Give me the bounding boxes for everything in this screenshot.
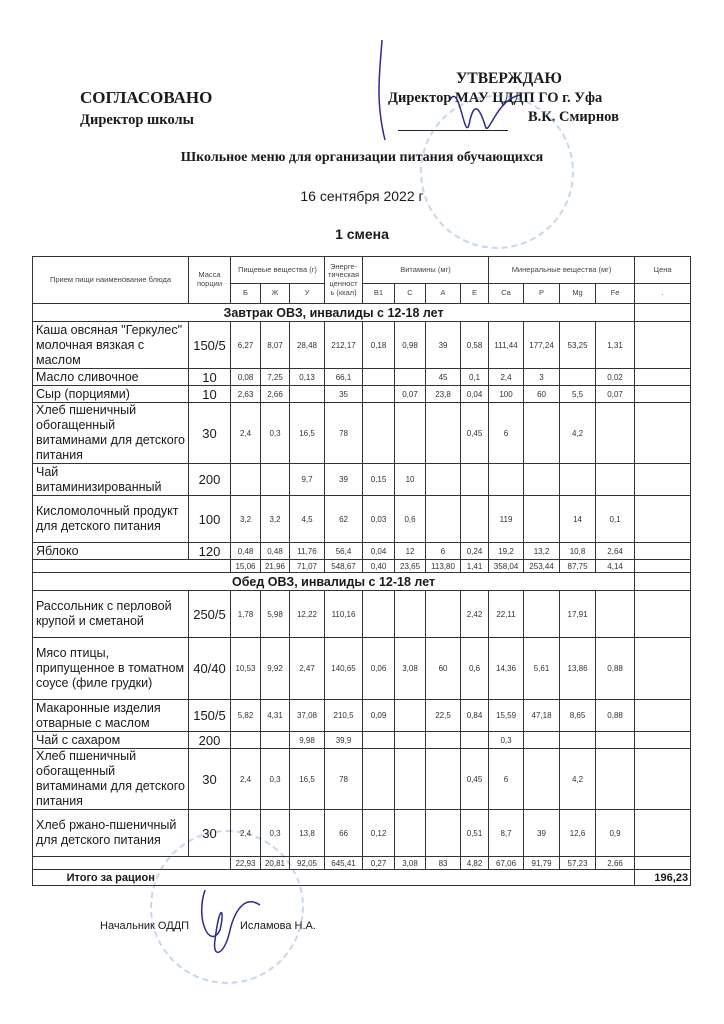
header-nutrients: Пищевые вещества (г) xyxy=(231,257,325,284)
cell-mg: 5,5 xyxy=(560,386,596,403)
approval-right-position: Директор МАУ ЦДДП ГО г. Уфа xyxy=(388,90,603,106)
sum-b: 22,93 xyxy=(231,857,261,870)
breakfast-sum-row xyxy=(33,560,691,573)
sum-mg: 87,75 xyxy=(560,560,596,573)
sum-b1: 0,27 xyxy=(363,857,395,870)
header-vitamins: Витамины (мг) xyxy=(363,257,489,284)
sum-b1: 0,40 xyxy=(363,560,395,573)
cell-b1 xyxy=(363,403,395,464)
table-row xyxy=(33,810,691,857)
cell-ca: 14,36 xyxy=(489,638,524,700)
cell-b: 1,78 xyxy=(231,591,261,638)
cell-p: 5,61 xyxy=(524,638,560,700)
cell-e: 0,45 xyxy=(461,749,489,810)
cell-b: 2,4 xyxy=(231,403,261,464)
price-cell xyxy=(635,543,691,560)
menu-table-body xyxy=(33,304,691,886)
cell-zh: 3,2 xyxy=(261,496,290,543)
cell-fe: 0,88 xyxy=(596,700,635,732)
header-b: Б xyxy=(231,284,261,304)
cell-zh: 8,07 xyxy=(261,322,290,369)
cell-c xyxy=(395,403,426,464)
table-row xyxy=(33,591,691,638)
section-breakfast-title: Завтрак ОВЗ, инвалиды с 12-18 лет xyxy=(33,304,635,322)
cell-p: 3 xyxy=(524,369,560,386)
price-cell xyxy=(635,732,691,749)
cell-fe: 0,88 xyxy=(596,638,635,700)
dish-name: Макаронные изделия отварные с маслом xyxy=(33,700,189,732)
cell-kcal: 39 xyxy=(325,464,363,496)
header-c: С xyxy=(395,284,426,304)
header-price-sub: . xyxy=(635,284,691,304)
table-row xyxy=(33,464,691,496)
cell-c: 0,6 xyxy=(395,496,426,543)
cell-c: 3,08 xyxy=(395,638,426,700)
price-cell xyxy=(635,700,691,732)
cell-p xyxy=(524,496,560,543)
cell-a: 23,8 xyxy=(426,386,461,403)
cell-b1 xyxy=(363,591,395,638)
cell-a: 39 xyxy=(426,322,461,369)
cell-fe xyxy=(596,464,635,496)
dish-mass: 40/40 xyxy=(189,638,231,700)
cell-u: 2,47 xyxy=(290,638,325,700)
cell-c xyxy=(395,700,426,732)
cell-u: 12,22 xyxy=(290,591,325,638)
price-cell xyxy=(635,464,691,496)
sum-label-cell xyxy=(33,857,231,870)
cell-ca: 119 xyxy=(489,496,524,543)
sum-c: 23,65 xyxy=(395,560,426,573)
cell-fe: 0,1 xyxy=(596,496,635,543)
price-cell xyxy=(635,304,691,322)
dish-mass: 10 xyxy=(189,386,231,403)
cell-u: 16,5 xyxy=(290,749,325,810)
footer-name: Исламова Н.А. xyxy=(240,920,316,932)
cell-a xyxy=(426,810,461,857)
section-lunch-title: Обед ОВЗ, инвалиды с 12-18 лет xyxy=(33,573,635,591)
table-row xyxy=(33,369,691,386)
cell-fe: 0,07 xyxy=(596,386,635,403)
cell-fe: 0,02 xyxy=(596,369,635,386)
cell-b: 2,4 xyxy=(231,810,261,857)
signature-line xyxy=(398,130,508,131)
cell-ca xyxy=(489,464,524,496)
cell-mg: 4,2 xyxy=(560,749,596,810)
sum-e: 4,82 xyxy=(461,857,489,870)
cell-mg: 53,25 xyxy=(560,322,596,369)
cell-c xyxy=(395,810,426,857)
cell-zh: 0,3 xyxy=(261,403,290,464)
total-label: Итого за рацион xyxy=(33,870,189,886)
cell-a xyxy=(426,749,461,810)
cell-mg xyxy=(560,464,596,496)
approval-right-label: УТВЕРЖДАЮ xyxy=(456,70,562,87)
dish-mass: 150/5 xyxy=(189,322,231,369)
cell-fe xyxy=(596,749,635,810)
cell-p: 39 xyxy=(524,810,560,857)
cell-u: 4,5 xyxy=(290,496,325,543)
sum-u: 71,07 xyxy=(290,560,325,573)
cell-ca: 22,11 xyxy=(489,591,524,638)
cell-u: 13,8 xyxy=(290,810,325,857)
sum-a: 83 xyxy=(426,857,461,870)
sum-u: 92,05 xyxy=(290,857,325,870)
cell-kcal: 39,9 xyxy=(325,732,363,749)
cell-b: 2,4 xyxy=(231,749,261,810)
price-cell xyxy=(635,573,691,591)
cell-ca: 15,59 xyxy=(489,700,524,732)
cell-e: 0,1 xyxy=(461,369,489,386)
cell-zh: 0,3 xyxy=(261,749,290,810)
cell-a xyxy=(426,591,461,638)
cell-a: 60 xyxy=(426,638,461,700)
dish-name: Рассольник с перловой крупой и сметаной xyxy=(33,591,189,638)
cell-mg: 12,6 xyxy=(560,810,596,857)
total-row xyxy=(33,870,691,886)
cell-mg: 4,2 xyxy=(560,403,596,464)
cell-e: 2,42 xyxy=(461,591,489,638)
cell-u: 0,13 xyxy=(290,369,325,386)
sum-zh: 21,96 xyxy=(261,560,290,573)
cell-p: 13,2 xyxy=(524,543,560,560)
cell-p xyxy=(524,464,560,496)
cell-b: 0,48 xyxy=(231,543,261,560)
cell-ca: 6 xyxy=(489,749,524,810)
cell-u: 16,5 xyxy=(290,403,325,464)
header-p: P xyxy=(524,284,560,304)
document-date: 16 сентября 2022 г xyxy=(300,188,424,204)
table-row xyxy=(33,749,691,810)
sum-zh: 20,81 xyxy=(261,857,290,870)
cell-fe xyxy=(596,403,635,464)
price-cell xyxy=(635,857,691,870)
dish-name: Чай витаминизированный xyxy=(33,464,189,496)
cell-zh: 5,98 xyxy=(261,591,290,638)
dish-name: Каша овсяная "Геркулес" молочная вязкая с маслом xyxy=(33,322,189,369)
approval-left-position: Директор школы xyxy=(80,112,194,128)
document-shift: 1 смена xyxy=(335,226,389,242)
header-price: Цена xyxy=(635,257,691,284)
approval-left-label: СОГЛАСОВАНО xyxy=(80,88,213,107)
cell-a: 22,5 xyxy=(426,700,461,732)
cell-ca: 2,4 xyxy=(489,369,524,386)
cell-e xyxy=(461,496,489,543)
cell-u xyxy=(290,386,325,403)
table-row xyxy=(33,322,691,369)
cell-u: 37,08 xyxy=(290,700,325,732)
cell-mg xyxy=(560,369,596,386)
cell-b1 xyxy=(363,386,395,403)
price-cell xyxy=(635,560,691,573)
page-title: Школьное меню для организации питания обучающихся xyxy=(180,150,544,165)
cell-zh: 4,31 xyxy=(261,700,290,732)
sum-fe: 2,66 xyxy=(596,857,635,870)
cell-a: 6 xyxy=(426,543,461,560)
cell-p xyxy=(524,749,560,810)
approval-right-name: В.К. Смирнов xyxy=(528,109,619,125)
cell-p xyxy=(524,403,560,464)
header-fe: Fe xyxy=(596,284,635,304)
footer-position: Начальник ОДДП xyxy=(100,920,190,932)
cell-b1: 0,06 xyxy=(363,638,395,700)
table-row xyxy=(33,700,691,732)
menu-table xyxy=(32,256,691,886)
price-cell xyxy=(635,386,691,403)
cell-zh: 0,48 xyxy=(261,543,290,560)
sum-a: 113,80 xyxy=(426,560,461,573)
header-mass: Масса порции xyxy=(189,257,231,304)
cell-ca: 100 xyxy=(489,386,524,403)
header-a: А xyxy=(426,284,461,304)
cell-c: 0,07 xyxy=(395,386,426,403)
cell-kcal: 140,65 xyxy=(325,638,363,700)
cell-e: 0,6 xyxy=(461,638,489,700)
cell-zh: 2,66 xyxy=(261,386,290,403)
cell-kcal: 78 xyxy=(325,749,363,810)
header-u: У xyxy=(290,284,325,304)
cell-b1 xyxy=(363,749,395,810)
table-row xyxy=(33,732,691,749)
cell-b: 6,27 xyxy=(231,322,261,369)
cell-ca: 0,3 xyxy=(489,732,524,749)
cell-a xyxy=(426,403,461,464)
header-zh: Ж xyxy=(261,284,290,304)
cell-u: 9,98 xyxy=(290,732,325,749)
cell-zh: 9,92 xyxy=(261,638,290,700)
cell-fe: 1,31 xyxy=(596,322,635,369)
cell-a: 45 xyxy=(426,369,461,386)
dish-name: Кисломолочный продукт для детского питания xyxy=(33,496,189,543)
dish-mass: 200 xyxy=(189,732,231,749)
cell-c: 0,98 xyxy=(395,322,426,369)
table-row xyxy=(33,496,691,543)
cell-b: 0,08 xyxy=(231,369,261,386)
dish-name: Хлеб ржано-пшеничный для детского питания xyxy=(33,810,189,857)
cell-kcal: 62 xyxy=(325,496,363,543)
cell-e: 0,24 xyxy=(461,543,489,560)
lunch-sum-row xyxy=(33,857,691,870)
approval-right xyxy=(388,70,688,126)
price-cell xyxy=(635,369,691,386)
dish-name: Сыр (порциями) xyxy=(33,386,189,403)
cell-kcal: 110,16 xyxy=(325,591,363,638)
sum-mg: 57,23 xyxy=(560,857,596,870)
cell-b: 10,53 xyxy=(231,638,261,700)
cell-u: 28,48 xyxy=(290,322,325,369)
cell-c xyxy=(395,732,426,749)
cell-b1: 0,15 xyxy=(363,464,395,496)
cell-e: 0,58 xyxy=(461,322,489,369)
price-cell xyxy=(635,496,691,543)
cell-mg: 13,86 xyxy=(560,638,596,700)
cell-mg: 14 xyxy=(560,496,596,543)
sum-p: 91,79 xyxy=(524,857,560,870)
cell-b: 2,63 xyxy=(231,386,261,403)
cell-p: 177,24 xyxy=(524,322,560,369)
dish-mass: 150/5 xyxy=(189,700,231,732)
cell-b1 xyxy=(363,732,395,749)
cell-b: 5,82 xyxy=(231,700,261,732)
dish-name: Хлеб пшеничный обогащенный витаминами для детского питания xyxy=(33,403,189,464)
header-e: Е xyxy=(461,284,489,304)
sum-ca: 358,04 xyxy=(489,560,524,573)
sum-b: 15,06 xyxy=(231,560,261,573)
table-row xyxy=(33,638,691,700)
table-row xyxy=(33,403,691,464)
dish-name: Мясо птицы, припущенное в томатном соусе (филе грудки) xyxy=(33,638,189,700)
cell-u: 11,76 xyxy=(290,543,325,560)
dish-name: Яблоко xyxy=(33,543,189,560)
cell-e: 0,45 xyxy=(461,403,489,464)
cell-kcal: 66,1 xyxy=(325,369,363,386)
cell-a xyxy=(426,464,461,496)
cell-fe xyxy=(596,591,635,638)
header-minerals: Минеральные вещества (мг) xyxy=(489,257,635,284)
header-mg: Mg xyxy=(560,284,596,304)
sum-p: 253,44 xyxy=(524,560,560,573)
dish-mass: 250/5 xyxy=(189,591,231,638)
footer-signature xyxy=(100,920,316,932)
cell-mg xyxy=(560,732,596,749)
cell-b1: 0,09 xyxy=(363,700,395,732)
cell-ca: 6 xyxy=(489,403,524,464)
price-cell xyxy=(635,322,691,369)
dish-mass: 30 xyxy=(189,403,231,464)
cell-e: 0,04 xyxy=(461,386,489,403)
sum-c: 3,08 xyxy=(395,857,426,870)
header-b1: В1 xyxy=(363,284,395,304)
cell-mg: 10,8 xyxy=(560,543,596,560)
dish-mass: 200 xyxy=(189,464,231,496)
cell-c xyxy=(395,749,426,810)
header-energy: Энерге-тическая ценност ь (ккал) xyxy=(325,257,363,304)
cell-mg: 8,65 xyxy=(560,700,596,732)
sum-label-cell xyxy=(33,560,231,573)
table-row xyxy=(33,386,691,403)
cell-fe: 2,64 xyxy=(596,543,635,560)
cell-b1 xyxy=(363,369,395,386)
price-cell xyxy=(635,403,691,464)
cell-p: 60 xyxy=(524,386,560,403)
sum-kcal: 548,67 xyxy=(325,560,363,573)
price-cell xyxy=(635,638,691,700)
cell-c xyxy=(395,591,426,638)
cell-e: 0,84 xyxy=(461,700,489,732)
cell-kcal: 66 xyxy=(325,810,363,857)
dish-name: Хлеб пшеничный обогащенный витаминами для детского питания xyxy=(33,749,189,810)
cell-zh: 7,25 xyxy=(261,369,290,386)
total-spacer xyxy=(189,870,635,886)
cell-b1: 0,03 xyxy=(363,496,395,543)
price-cell xyxy=(635,591,691,638)
sum-fe: 4,14 xyxy=(596,560,635,573)
cell-b xyxy=(231,732,261,749)
cell-e xyxy=(461,464,489,496)
cell-a xyxy=(426,496,461,543)
cell-mg: 17,91 xyxy=(560,591,596,638)
sum-kcal: 645,41 xyxy=(325,857,363,870)
cell-e xyxy=(461,732,489,749)
cell-ca: 111,44 xyxy=(489,322,524,369)
cell-fe: 0,9 xyxy=(596,810,635,857)
cell-ca: 19,2 xyxy=(489,543,524,560)
dish-mass: 120 xyxy=(189,543,231,560)
table-row xyxy=(33,543,691,560)
approval-left xyxy=(80,88,212,129)
header-meal: Прием пищи наименование блюда xyxy=(33,257,189,304)
cell-p: 47,18 xyxy=(524,700,560,732)
cell-p xyxy=(524,591,560,638)
dish-name: Чай с сахаром xyxy=(33,732,189,749)
cell-fe xyxy=(596,732,635,749)
cell-p xyxy=(524,732,560,749)
cell-b1: 0,12 xyxy=(363,810,395,857)
cell-kcal: 210,5 xyxy=(325,700,363,732)
cell-c: 12 xyxy=(395,543,426,560)
cell-zh: 0,3 xyxy=(261,810,290,857)
cell-b1: 0,18 xyxy=(363,322,395,369)
cell-kcal: 212,17 xyxy=(325,322,363,369)
cell-c: 10 xyxy=(395,464,426,496)
cell-b: 3,2 xyxy=(231,496,261,543)
header-ca: Ca xyxy=(489,284,524,304)
dish-mass: 30 xyxy=(189,749,231,810)
price-cell xyxy=(635,749,691,810)
cell-kcal: 56,4 xyxy=(325,543,363,560)
cell-a xyxy=(426,732,461,749)
dish-mass: 10 xyxy=(189,369,231,386)
cell-ca: 8,7 xyxy=(489,810,524,857)
cell-zh xyxy=(261,732,290,749)
total-value: 196,23 xyxy=(635,870,691,886)
sum-e: 1,41 xyxy=(461,560,489,573)
sum-ca: 67,06 xyxy=(489,857,524,870)
cell-zh xyxy=(261,464,290,496)
cell-e: 0,51 xyxy=(461,810,489,857)
cell-kcal: 35 xyxy=(325,386,363,403)
dish-mass: 100 xyxy=(189,496,231,543)
dish-mass: 30 xyxy=(189,810,231,857)
cell-kcal: 78 xyxy=(325,403,363,464)
cell-c xyxy=(395,369,426,386)
dish-name: Масло сливочное xyxy=(33,369,189,386)
cell-u: 9,7 xyxy=(290,464,325,496)
price-cell xyxy=(635,810,691,857)
cell-b xyxy=(231,464,261,496)
cell-b1: 0,04 xyxy=(363,543,395,560)
